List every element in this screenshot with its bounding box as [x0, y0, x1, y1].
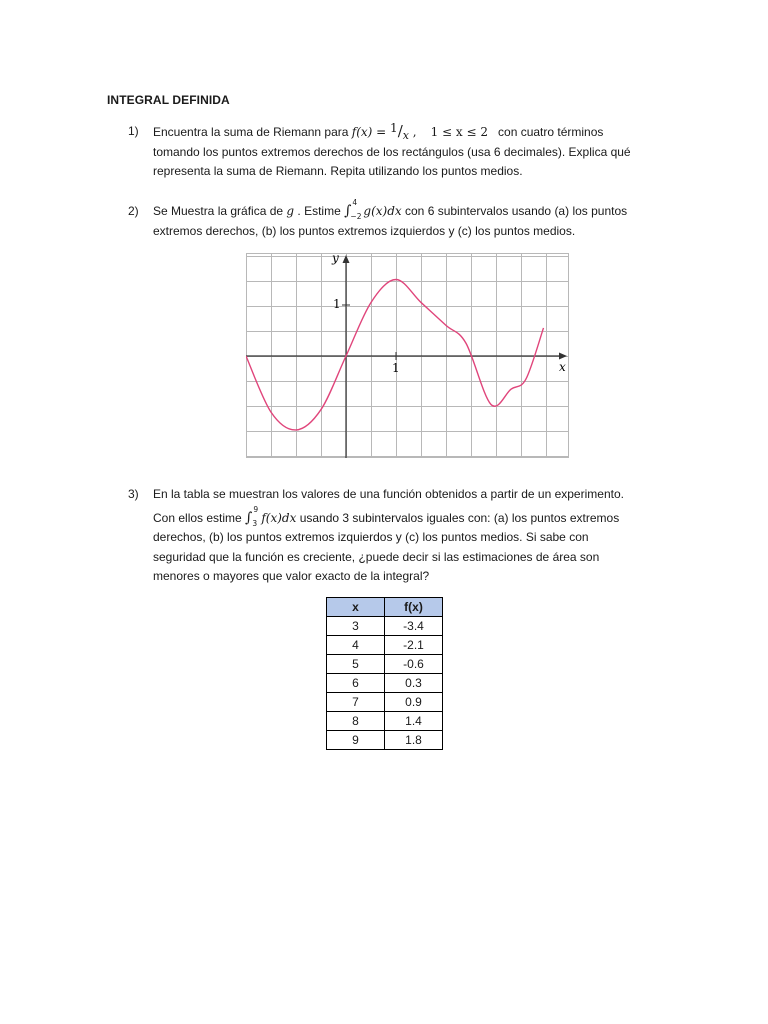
integral-sign: ∫ — [344, 203, 352, 219]
exercise-3-line-5: menores o mayores que valor exacto de la integral? — [153, 569, 430, 583]
table-header-row — [327, 598, 443, 617]
table-row — [327, 674, 443, 693]
exercise-1-body — [153, 122, 643, 182]
exercise-number: 1) — [128, 124, 139, 138]
exercise-3-line-4: seguridad que la función es creciente, ¿puede decir si las estimaciones de área son — [153, 549, 600, 564]
table-cell: -2.1 — [385, 636, 443, 655]
exercise-number: 2) — [128, 204, 139, 218]
table-cell: 3 — [327, 617, 385, 636]
axis-arrowheads — [343, 255, 568, 360]
table-cell: -3.4 — [385, 617, 443, 636]
integral-upper-limit: 9 — [253, 504, 259, 514]
table-row — [327, 693, 443, 712]
exercise-1-line-3: representa la suma de Riemann. Repita utilizando los puntos medios. — [153, 164, 523, 178]
exercise-1-line-2: tomando los puntos extremos derechos de los rectángulos (usa 6 decimales). Explica qué — [153, 144, 631, 159]
x-axis-label: x — [559, 360, 566, 374]
exercise-number: 3) — [128, 487, 139, 501]
integral-lower-limit: −2 — [350, 212, 362, 221]
exercise-1-line-1: Encuentra la suma de Riemann para f(x) = 1/x , 1 ≤ x ≤ 2 con cuatro términos — [153, 121, 604, 142]
column-header-x: x — [327, 598, 385, 617]
table-cell: 6 — [327, 674, 385, 693]
function-graph — [246, 253, 569, 458]
table-row — [327, 617, 443, 636]
integral-sign: ∫ — [245, 509, 253, 526]
table-row — [327, 636, 443, 655]
table-row — [327, 712, 443, 731]
function-f: f(x) = — [351, 125, 391, 139]
table-cell: 5 — [327, 655, 385, 674]
exercise-3-body — [153, 485, 643, 587]
integral-lower-limit: 3 — [252, 518, 258, 528]
interval-range: 1 ≤ x ≤ 2 — [430, 125, 489, 139]
table-cell: 0.3 — [385, 674, 443, 693]
integral-upper-limit: 4 — [352, 198, 358, 207]
column-header-fx: f(x) — [385, 598, 443, 617]
table-cell: 1.8 — [385, 731, 443, 750]
graph-curve — [246, 280, 544, 430]
table-cell: 0.9 — [385, 693, 443, 712]
table-cell: 1.4 — [385, 712, 443, 731]
exercise-3-line-1: En la tabla se muestran los valores de una función obtenidos a partir de un experimento. — [153, 487, 624, 501]
function-g: g — [286, 204, 295, 218]
integrand: g(x)dx — [363, 204, 402, 218]
fraction-slash: / — [397, 122, 403, 140]
y-tick-label: 1 — [333, 297, 341, 311]
integral-limits — [252, 504, 261, 528]
table-row — [327, 655, 443, 674]
x-tick-label: 1 — [392, 361, 400, 375]
y-axis-label: y — [332, 253, 339, 265]
table-cell: 4 — [327, 636, 385, 655]
data-table — [326, 597, 443, 750]
exercise-2-body — [153, 198, 643, 241]
table-cell: 9 — [327, 731, 385, 750]
fraction-numerator: 1 — [390, 121, 398, 135]
integrand: f(x)dx — [261, 510, 297, 525]
table-cell: -0.6 — [385, 655, 443, 674]
exercise-3-line-2: Con ellos estime ∫ 9 3 f(x)dx usando 3 subintervalos iguales con: (a) los puntos extremos — [153, 509, 643, 529]
fraction-denominator: x — [402, 129, 409, 142]
exercise-2-line-1: Se Muestra la gráfica de g . Estime ∫ 4 −2 g(x)dx con 6 subintervalos usando (a) los puntos — [153, 202, 643, 222]
exercise-3-line-3: derechos, (b) los puntos extremos izquierdos y (c) los puntos medios. Si sabe con — [153, 530, 589, 544]
table-row — [327, 731, 443, 750]
exercise-2-line-2: extremos derechos, (b) los puntos extremos izquierdos y (c) los puntos medios. — [153, 223, 576, 238]
integral-limits — [350, 198, 363, 221]
table-cell: 7 — [327, 693, 385, 712]
page-title: INTEGRAL DEFINIDA — [107, 93, 230, 107]
table-cell: 8 — [327, 712, 385, 731]
